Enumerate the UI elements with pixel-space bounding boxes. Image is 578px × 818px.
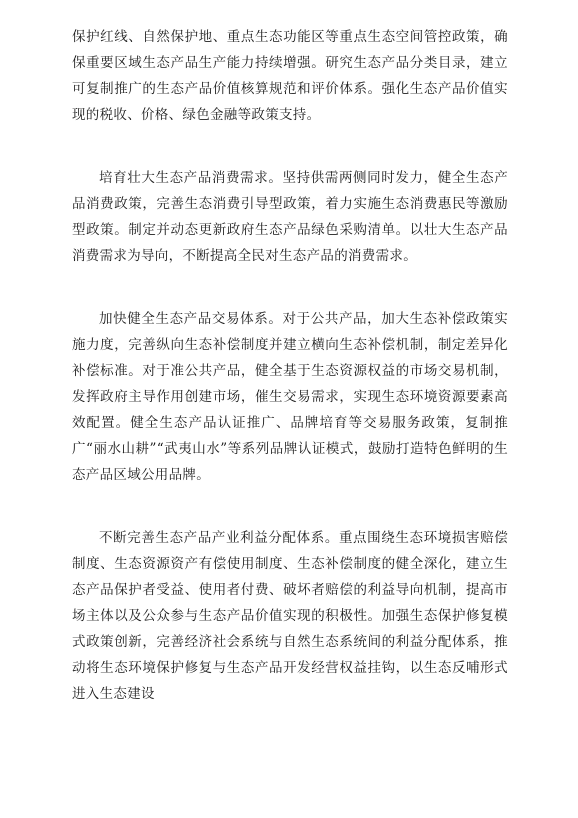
paragraph-2: 培育壮大生态产品消费需求。坚持供需两侧同时发力，健全生态产品消费政策，完善生态消费引导型政策，着力实施生态消费惠民等激励型政策。制定并动态更新政府生态产品绿色采购清单。以壮大生态产品消费需求为导向，不断提高全民对生态产品的消费需求。	[72, 170, 508, 264]
paragraph-spacer	[72, 128, 508, 165]
document-body	[72, 24, 508, 707]
paragraph-4: 不断完善生态产品产业利益分配体系。重点围绕生态环境损害赔偿制度、生态资源资产有偿使用制度、生态补偿制度的健全深化，建立生态产品保护者受益、使用者付费、破坏者赔偿的利益导向机制，提高市场主体以及公众参与生态产品价值实现的积极性。加强生态保护修复模式政策创新，完善经济社会系统与自然生态系统间的利益分配体系，推动将生态环境保护修复与生态产品开发经营权益挂钩，以生态反哺形式进入生态建设	[72, 530, 508, 702]
paragraph-3: 加快健全生态产品交易体系。对于公共产品，加大生态补偿政策实施力度，完善纵向生态补偿制度并建立横向生态补偿机制，制定差异化补偿标准。对于准公共产品，健全基于生态资源权益的市场交易机制，发挥政府主导作用创建市场，催生交易需求，实现生态环境资源要素高效配置。健全生态产品认证推广、品牌培育等交易服务政策，复制推广“丽水山耕”“武夷山水”等系列品牌认证模式，鼓励打造特色鲜明的生态产品区域公用品牌。	[72, 311, 508, 483]
paragraph-spacer	[72, 488, 508, 525]
paragraph-1: 保护红线、自然保护地、重点生态功能区等重点生态空间管控政策，确保重要区域生态产品生产能力持续增强。研究生态产品分类目录，建立可复制推广的生态产品价值核算规范和评价体系。强化生态产品价值实现的税收、价格、绿色金融等政策支持。	[72, 29, 508, 123]
paragraph-spacer	[72, 269, 508, 306]
